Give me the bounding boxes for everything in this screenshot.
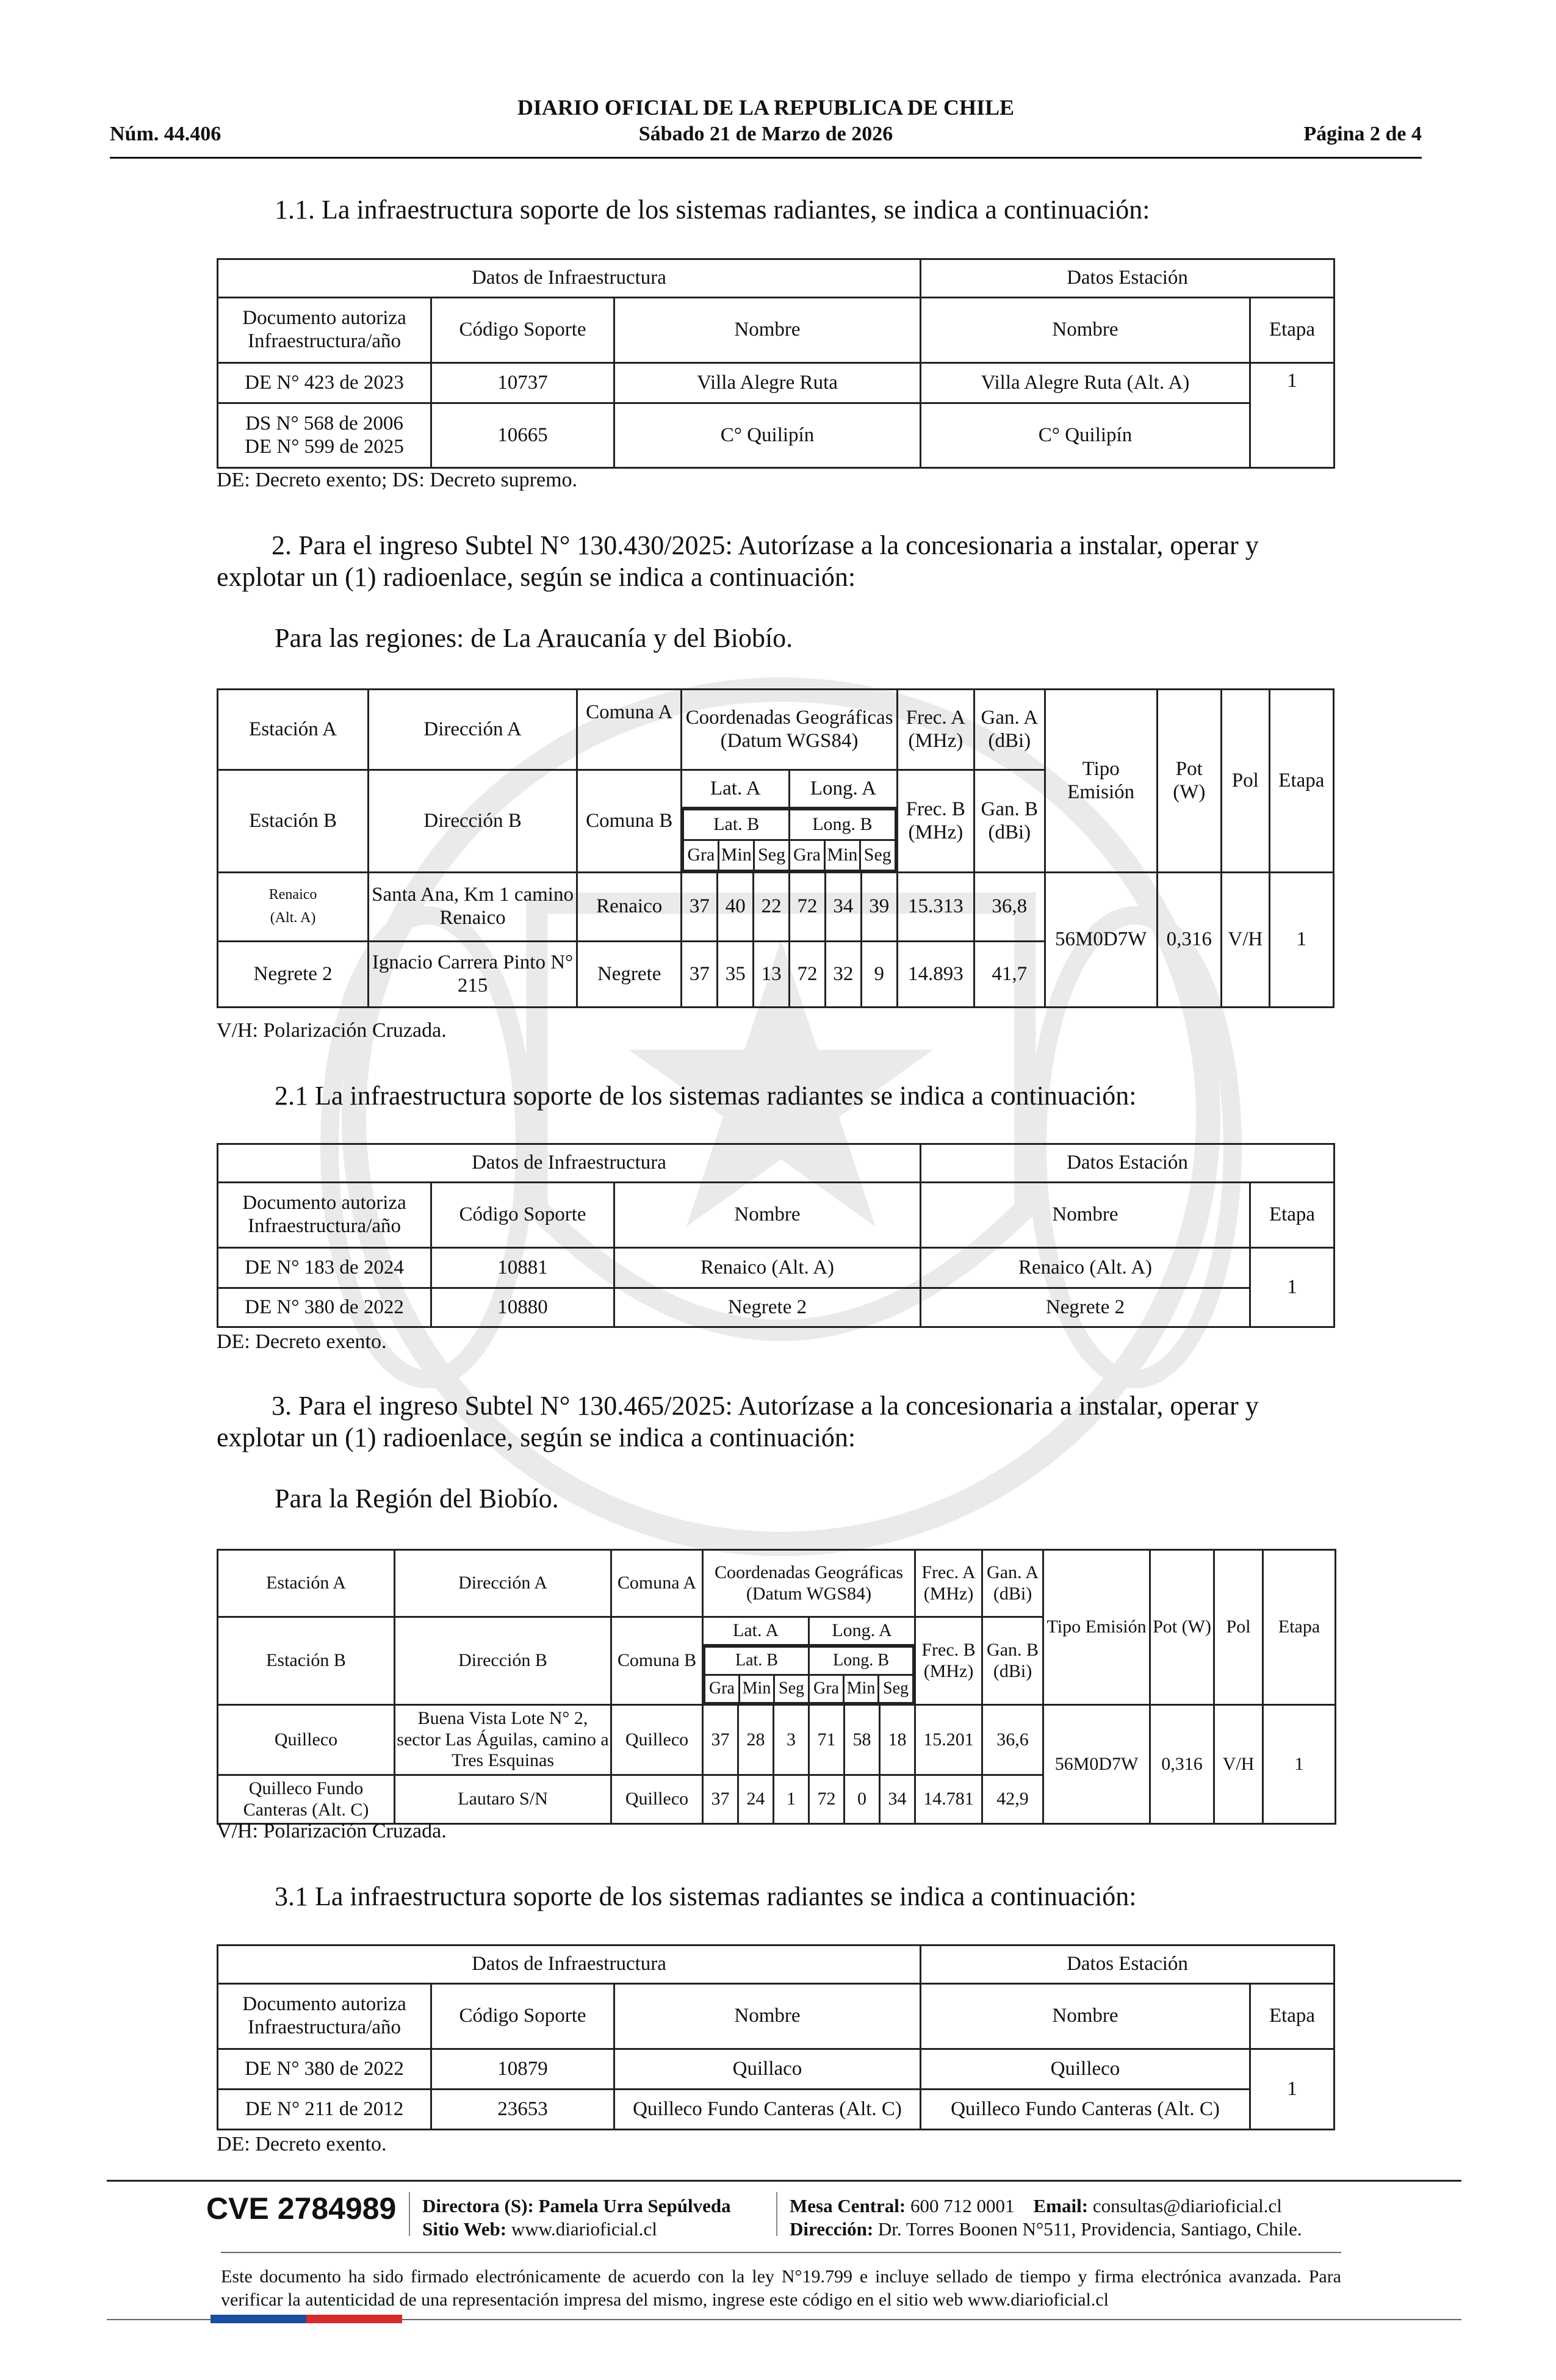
header-long-a: Long. A <box>790 770 898 808</box>
header-name: Nombre <box>614 298 921 363</box>
cell-station-name: Villa Alegre Ruta (Alt. A) <box>921 363 1250 403</box>
cell-address-b: Ignacio Carrera Pinto N° 215 <box>369 942 577 1008</box>
header-station-name: Nombre <box>921 298 1250 363</box>
page-header <box>110 95 1422 159</box>
header-coordinates: Coordenadas Geográficas (Datum WGS84) <box>682 690 897 770</box>
cell-stage: 1 <box>1250 1248 1334 1327</box>
cell-lat-deg: 37 <box>682 873 718 942</box>
cell-long-deg: 72 <box>809 1775 845 1824</box>
header-lat-b: Lat. B <box>705 1647 809 1675</box>
document-line: DS N° 568 de 2006 <box>245 412 403 435</box>
cell-support-code: 10665 <box>431 403 614 468</box>
phone-number: 600 712 0001 <box>910 2195 1015 2216</box>
header-emission-type: Tipo Emisión <box>1043 1550 1150 1705</box>
header-stage: Etapa <box>1263 1550 1336 1705</box>
header-polarization: Pol <box>1221 690 1269 873</box>
section-2-line-1: 2. Para el ingreso Subtel N° 130.430/2025: Autorízase a la concesionaria a instalar, operar y <box>272 530 1259 560</box>
header-long-sec: Seg <box>860 840 895 871</box>
section-2-1-intro: 2.1 La infraestructura soporte de los sistemas radiantes se indica a continuación: <box>275 1081 1137 1111</box>
header-long-b: Long. B <box>809 1647 913 1675</box>
cell-address-b: Lautaro S/N <box>395 1775 611 1824</box>
header-power: Pot (W) <box>1157 690 1221 873</box>
header-lat-min: Min <box>719 840 754 871</box>
cell-long-min: 58 <box>845 1705 880 1775</box>
footer-separator <box>409 2192 410 2236</box>
cell-lat-sec: 3 <box>774 1705 809 1775</box>
cell-document: DE N° 423 de 2023 <box>218 363 431 403</box>
cell-long-sec: 39 <box>861 873 897 942</box>
header-gain-b: Gan. B (dBi) <box>974 770 1045 873</box>
cell-document: DE N° 211 de 2012 <box>218 2090 431 2130</box>
cell-station-name: Quilleco Fundo Canteras (Alt. C) <box>921 2090 1250 2130</box>
cell-lat-sec: 13 <box>754 942 790 1008</box>
website-label: Sitio Web: <box>422 2218 507 2240</box>
header-polarization: Pol <box>1214 1550 1263 1705</box>
lat-long-b-subgrid <box>682 808 897 873</box>
header-gain-b: Gan. B (dBi) <box>982 1617 1043 1705</box>
header-station-group: Datos Estación <box>921 1945 1334 1984</box>
cell-lat-min: 40 <box>718 873 754 942</box>
header-station-name: Nombre <box>921 1183 1250 1248</box>
header-support-code: Código Soporte <box>431 298 614 363</box>
station-alt: (Alt. A) <box>270 910 316 926</box>
header-stage: Etapa <box>1250 1984 1334 2049</box>
cell-commune-a: Quilleco <box>611 1705 703 1775</box>
flag-stripe <box>211 2315 402 2323</box>
cell-stage: 1 <box>1269 873 1333 1008</box>
section-1-1-intro: 1.1. La infraestructura soporte de los sistemas radiantes, se indica a continuación: <box>275 195 1150 225</box>
cell-support-code: 23653 <box>431 2090 614 2130</box>
header-commune-b: Comuna B <box>577 770 681 873</box>
abbreviation-note: DE: Decreto exento; DS: Decreto supremo. <box>217 469 578 491</box>
header-lat-a: Lat. A <box>703 1617 809 1645</box>
header-infra-group: Datos de Infraestructura <box>218 1945 921 1984</box>
header-station-b: Estación B <box>218 770 369 873</box>
legal-notice: Este documento ha sido firmado electrónicamente de acuerdo con la ley N°19.799 e incluye sellado de tiempo y firma electrónica avanzada. Para verificar la autenticidad de una representación impresa del mismo, ingrese este código en el sitio web www.diarioficial.cl <box>221 2266 1341 2310</box>
section-2-line-2: explotar un (1) radioenlace, según se indica a continuación: <box>217 562 856 592</box>
header-document: Documento autoriza Infraestructura/año <box>218 1984 431 2049</box>
address-label: Dirección: <box>790 2218 874 2240</box>
address-line <box>790 2218 1302 2241</box>
cell-station-b: Negrete 2 <box>218 942 369 1008</box>
cell-long-min: 32 <box>825 942 861 1008</box>
header-lat-deg: Gra <box>705 1675 740 1703</box>
header-long-b: Long. B <box>790 810 896 840</box>
page-number: Página 2 de 4 <box>1303 123 1422 145</box>
header-commune-b: Comuna B <box>611 1617 703 1705</box>
cell-gain-b: 41,7 <box>974 942 1045 1008</box>
section-3-text <box>217 1390 1333 1454</box>
header-support-code: Código Soporte <box>431 1183 614 1248</box>
cve-code: CVE 2784989 <box>206 2191 397 2226</box>
polarization-note: V/H: Polarización Cruzada. <box>217 1019 447 1042</box>
cell-name: Quilleco Fundo Canteras (Alt. C) <box>614 2090 921 2130</box>
issue-number: Núm. 44.406 <box>110 123 222 145</box>
address-text: Dr. Torres Boonen N°511, Providencia, Santiago, Chile. <box>877 2218 1302 2240</box>
cell-station-b: Quilleco Fundo Canteras (Alt. C) <box>218 1775 395 1824</box>
header-infra-group: Datos de Infraestructura <box>218 1144 921 1183</box>
polarization-note: V/H: Polarización Cruzada. <box>217 1820 447 1842</box>
cell-station-name: Quilleco <box>921 2049 1250 2090</box>
cell-long-deg: 71 <box>809 1705 845 1775</box>
header-station-name: Nombre <box>921 1984 1250 2049</box>
cell-long-sec: 34 <box>880 1775 915 1824</box>
cell-long-deg: 72 <box>790 873 826 942</box>
lat-long-b-table <box>704 1646 914 1704</box>
footer-separator <box>776 2192 777 2236</box>
header-long-min: Min <box>844 1675 879 1703</box>
header-stage: Etapa <box>1250 1183 1334 1248</box>
cell-station-name: Renaico (Alt. A) <box>921 1248 1250 1288</box>
station-name: Renaico <box>268 887 317 903</box>
cell-gain-a: 36,6 <box>982 1705 1043 1775</box>
cell-station-name: C° Quilipín <box>921 403 1250 468</box>
header-document: Documento autoriza Infraestructura/año <box>218 1183 431 1248</box>
lat-long-b-subgrid <box>703 1645 915 1705</box>
header-infra-group: Datos de Infraestructura <box>218 259 921 298</box>
header-freq-b: Frec. B (MHz) <box>897 770 974 873</box>
cell-gain-a: 36,8 <box>974 873 1045 942</box>
director-label: Directora (S): <box>422 2195 534 2216</box>
header-support-code: Código Soporte <box>431 1984 614 2049</box>
header-long-deg: Gra <box>809 1675 844 1703</box>
flag-red <box>306 2315 402 2323</box>
header-document: Documento autoriza Infraestructura/año <box>218 298 431 363</box>
cell-commune-b: Negrete <box>577 942 681 1008</box>
header-station-group: Datos Estación <box>921 259 1334 298</box>
cell-station-a: Quilleco <box>218 1705 395 1775</box>
cell-document: DE N° 183 de 2024 <box>218 1248 431 1288</box>
header-coordinates: Coordenadas Geográficas (Datum WGS84) <box>703 1550 915 1617</box>
email-link[interactable]: consultas@diarioficial.cl <box>1092 2195 1282 2216</box>
section-3-line-1: 3. Para el ingreso Subtel N° 130.465/2025: Autorízase a la concesionaria a instalar, operar y <box>272 1391 1259 1421</box>
cell-name: Negrete 2 <box>614 1288 921 1327</box>
header-power: Pot (W) <box>1150 1550 1214 1705</box>
header-emission-type: Tipo Emisión <box>1045 690 1157 873</box>
cell-long-sec: 18 <box>880 1705 915 1775</box>
header-freq-a: Frec. A (MHz) <box>915 1550 982 1617</box>
header-name: Nombre <box>614 1984 921 2049</box>
cell-long-deg: 72 <box>790 942 826 1008</box>
cell-freq-a: 15.201 <box>915 1705 982 1775</box>
header-long-sec: Seg <box>879 1675 913 1703</box>
phone-label: Mesa Central: <box>790 2195 906 2216</box>
section-2-text <box>217 530 1333 593</box>
cell-lat-deg: 37 <box>703 1705 738 1775</box>
director-line <box>422 2194 731 2218</box>
cell-emission-type: 56M0D7W <box>1045 873 1157 1008</box>
header-lat-sec: Seg <box>774 1675 809 1703</box>
header-lat-a: Lat. A <box>682 770 790 808</box>
header-gain-a: Gan. A (dBi) <box>974 690 1045 770</box>
cell-freq-b: 14.893 <box>897 942 974 1008</box>
header-address-a: Dirección A <box>369 690 577 770</box>
cell-document: DE N° 380 de 2022 <box>218 1288 431 1327</box>
header-freq-a: Frec. A (MHz) <box>897 690 974 770</box>
cell-station-name: Negrete 2 <box>921 1288 1250 1327</box>
contact-line <box>790 2194 1302 2218</box>
header-freq-b: Frec. B (MHz) <box>915 1617 982 1705</box>
cell-name: Quillaco <box>614 2049 921 2090</box>
cell-lat-min: 24 <box>738 1775 774 1824</box>
infrastructure-table-3 <box>217 1944 1335 2130</box>
header-stage: Etapa <box>1250 298 1334 363</box>
section-2-region: Para las regiones: de La Araucanía y del Biobío. <box>275 623 793 653</box>
cell-support-code: 10880 <box>431 1288 614 1327</box>
cell-long-sec: 9 <box>861 942 897 1008</box>
header-station-group: Datos Estación <box>921 1144 1334 1183</box>
cell-support-code: 10879 <box>431 2049 614 2090</box>
cell-name: C° Quilipín <box>614 403 921 468</box>
header-station-a: Estación A <box>218 690 369 770</box>
radiolink-table-1 <box>217 688 1334 1008</box>
section-3-region: Para la Región del Biobío. <box>275 1484 559 1513</box>
cell-lat-sec: 22 <box>754 873 790 942</box>
cell-document <box>218 403 431 468</box>
director-name: Pamela Urra Sepúlveda <box>538 2195 731 2216</box>
header-address-b: Dirección B <box>369 770 577 873</box>
cell-name: Villa Alegre Ruta <box>614 363 921 403</box>
lat-long-b-table <box>682 809 896 871</box>
header-commune-a: Comuna A <box>577 690 681 770</box>
footer-top-rule <box>107 2180 1461 2182</box>
cell-stage: 1 <box>1263 1705 1336 1824</box>
document-line: DE N° 599 de 2025 <box>245 435 404 458</box>
header-name: Nombre <box>614 1183 921 1248</box>
header-lat-b: Lat. B <box>683 810 790 840</box>
header-lat-min: Min <box>740 1675 774 1703</box>
header-lat-sec: Seg <box>754 840 790 871</box>
cell-name: Renaico (Alt. A) <box>614 1248 921 1288</box>
cell-power: 0,316 <box>1150 1705 1214 1824</box>
cell-address-a: Santa Ana, Km 1 camino Renaico <box>369 873 577 942</box>
cell-address-a: Buena Vista Lote N° 2, sector Las Águilas, camino a Tres Esquinas <box>395 1705 611 1775</box>
header-station-a: Estación A <box>218 1550 395 1617</box>
cell-freq-b: 14.781 <box>915 1775 982 1824</box>
header-stage: Etapa <box>1269 690 1333 873</box>
cell-lat-deg: 37 <box>682 942 718 1008</box>
cell-polarization: V/H <box>1214 1705 1263 1824</box>
infrastructure-table-2 <box>217 1143 1335 1328</box>
email-label: Email: <box>1033 2195 1089 2216</box>
radiolink-table-2 <box>217 1549 1336 1825</box>
header-long-deg: Gra <box>790 840 825 871</box>
cell-commune-b: Quilleco <box>611 1775 703 1824</box>
header-long-min: Min <box>824 840 860 871</box>
cell-long-min: 0 <box>845 1775 880 1824</box>
section-3-1-intro: 3.1 La infraestructura soporte de los sistemas radiantes se indica a continuación: <box>275 1881 1137 1911</box>
header-lat-deg: Gra <box>683 840 719 871</box>
cell-gain-b: 42,9 <box>982 1775 1043 1824</box>
cell-polarization: V/H <box>1221 873 1269 1008</box>
footer-contact-block <box>790 2194 1302 2241</box>
abbreviation-note: DE: Decreto exento. <box>217 2133 387 2155</box>
cell-long-min: 34 <box>825 873 861 942</box>
cell-support-code: 10737 <box>431 363 614 403</box>
header-address-b: Dirección B <box>395 1617 611 1705</box>
cell-lat-deg: 37 <box>703 1775 738 1824</box>
header-long-a: Long. A <box>809 1617 915 1645</box>
cell-lat-min: 28 <box>738 1705 774 1775</box>
cell-lat-min: 35 <box>718 942 754 1008</box>
website-line <box>422 2218 731 2241</box>
cell-stage: 1 <box>1250 2049 1334 2130</box>
section-3-line-2: explotar un (1) radioenlace, según se indica a continuación: <box>217 1423 856 1452</box>
cell-emission-type: 56M0D7W <box>1043 1705 1150 1824</box>
cell-power: 0,316 <box>1157 873 1221 1008</box>
cell-stage: 1 <box>1250 363 1334 468</box>
website-link[interactable]: www.diarioficial.cl <box>511 2218 657 2240</box>
header-address-a: Dirección A <box>395 1550 611 1617</box>
cell-document: DE N° 380 de 2022 <box>218 2049 431 2090</box>
flag-blue <box>211 2315 306 2323</box>
cell-lat-sec: 1 <box>774 1775 809 1824</box>
cell-commune-a: Renaico <box>577 873 681 942</box>
abbreviation-note: DE: Decreto exento. <box>217 1330 387 1353</box>
footer-director-block <box>422 2194 731 2241</box>
header-station-b: Estación B <box>218 1617 395 1705</box>
footer-mid-rule <box>221 2252 1341 2253</box>
cell-freq-a: 15.313 <box>897 873 974 942</box>
cell-support-code: 10881 <box>431 1248 614 1288</box>
header-commune-a: Comuna A <box>611 1550 703 1617</box>
newspaper-title: DIARIO OFICIAL DE LA REPUBLICA DE CHILE <box>517 95 1015 120</box>
cell-station-a <box>218 873 369 942</box>
header-gain-a: Gan. A (dBi) <box>982 1550 1043 1617</box>
infrastructure-table-1 <box>217 258 1335 469</box>
issue-date: Sábado 21 de Marzo de 2026 <box>638 123 893 145</box>
